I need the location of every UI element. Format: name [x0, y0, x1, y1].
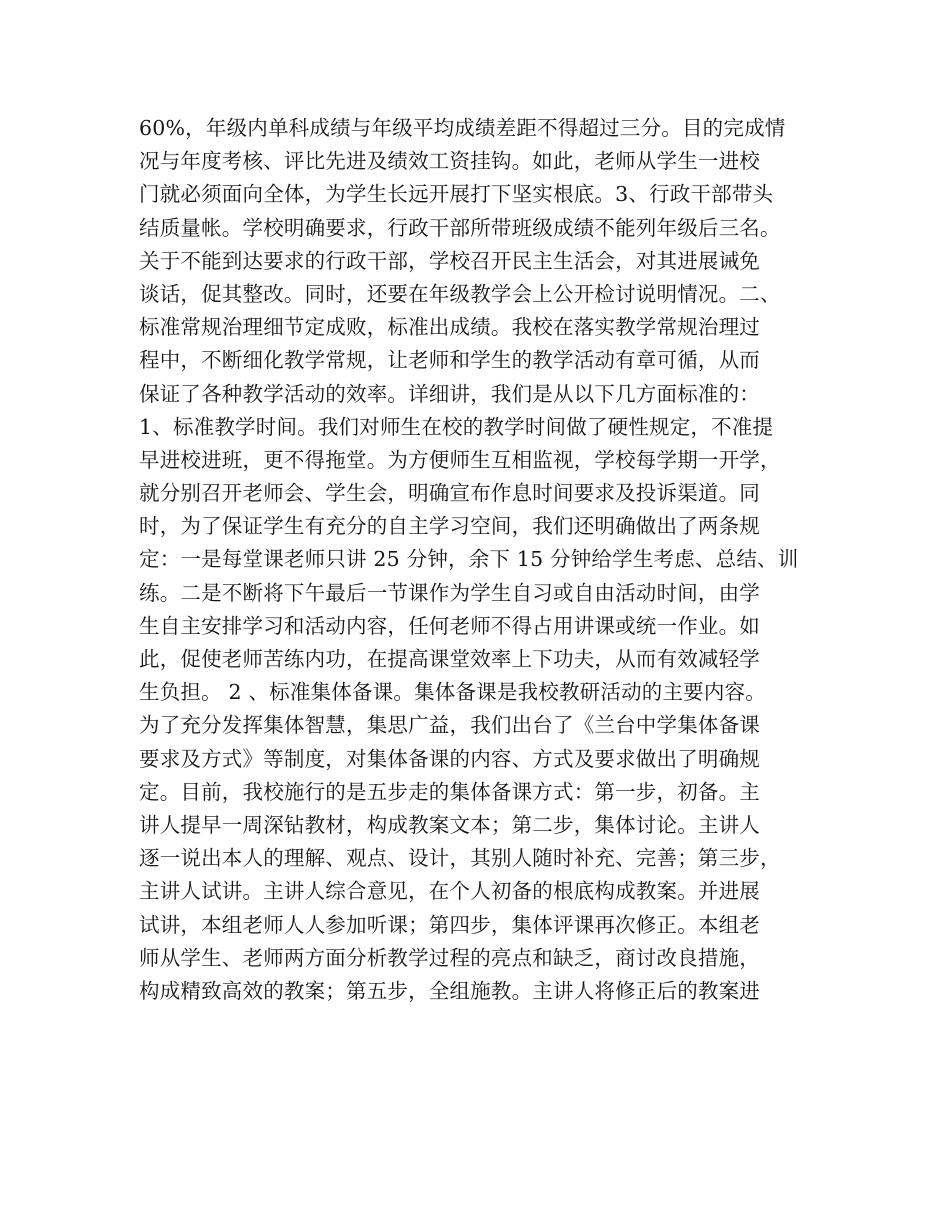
text-line: 保证了各种教学活动的效率。详细讲，我们是从以下几方面标准的： — [139, 381, 760, 406]
text-line: 60%，年级内单科成绩与年级平均成绩差距不得超过三分。目的完成情 — [139, 116, 786, 140]
text-line: 讲人提早一周深钻教材，构成教案文本；第二步，集体讨论。主讲人 — [139, 812, 760, 837]
text-line: 此，促使老师苦练内功，在提高课堂效率上下功夫，从而有效减轻学 — [139, 647, 760, 671]
text-line: 逐一说出本人的理解、观点、设计，其别人随时补充、完善；第三步， — [139, 846, 781, 871]
text-line: 定。目前，我校施行的是五步走的集体备课方式：第一步，初备。主 — [139, 779, 760, 804]
text-line: 主讲人试讲。主讲人综合意见，在个人初备的根底构成教案。并进展 — [139, 879, 760, 904]
text-line: 门就必须面向全体，为学生长远开展打下坚实根底。3、行政干部带头 — [139, 182, 774, 207]
text-line: 生自主安排学习和活动内容，任何老师不得占用讲课或统一作业。如 — [139, 613, 760, 638]
text-line: 1、标准教学时间。我们对师生在校的教学时间做了硬性规定，不准提 — [139, 414, 774, 439]
text-line: 试讲，本组老师人人参加听课；第四步，集体评课再次修正。本组老 — [139, 912, 760, 937]
text-line: 时，为了保证学生有充分的自主学习空间，我们还明确做出了两条规 — [139, 514, 760, 539]
text-line: 早进校进班，更不得拖堂。为方便师生互相监视，学校每学期一开学， — [139, 447, 781, 472]
text-line: 定：一是每堂课老师只讲 25 分钟，余下 15 分钟给学生考虑、总结、训 — [139, 547, 799, 572]
text-line: 为了充分发挥集体智慧，集思广益，我们出台了《兰台中学集体备课 — [139, 713, 760, 738]
text-line: 况与年度考核、评比先进及绩效工资挂钩。如此，老师从学生一进校 — [139, 149, 760, 174]
text-line: 生负担。 2 、标准集体备课。集体备课是我校教研活动的主要内容。 — [139, 680, 766, 705]
text-line: 构成精致高效的教案；第五步，全组施教。主讲人将修正后的教案进 — [139, 978, 760, 1003]
text-line: 师从学生、老师两方面分析教学过程的亮点和缺乏，商讨改良措施， — [139, 945, 760, 970]
text-line: 谈话，促其整改。同时，还要在年级教学会上公开检讨说明情况。二、 — [139, 281, 781, 306]
text-line: 关于不能到达要求的行政干部，学校召开民主生活会，对其进展诫免 — [139, 248, 760, 273]
text-line: 练。二是不断将下午最后一节课作为学生自习或自由活动时间，由学 — [139, 580, 760, 605]
text-line: 结质量帐。学校明确要求，行政干部所带班级成绩不能列年级后三名。 — [139, 215, 781, 240]
text-line: 标准常规治理细节定成败，标准出成绩。我校在落实教学常规治理过 — [139, 315, 760, 340]
text-line: 要求及方式》等制度，对集体备课的内容、方式及要求做出了明确规 — [139, 746, 760, 771]
text-line: 就分别召开老师会、学生会，明确宣布作息时间要求及投诉渠道。同 — [139, 481, 760, 506]
body-text — [139, 112, 829, 1008]
text-line: 程中，不断细化教学常规，让老师和学生的教学活动有章可循，从而 — [139, 348, 760, 373]
